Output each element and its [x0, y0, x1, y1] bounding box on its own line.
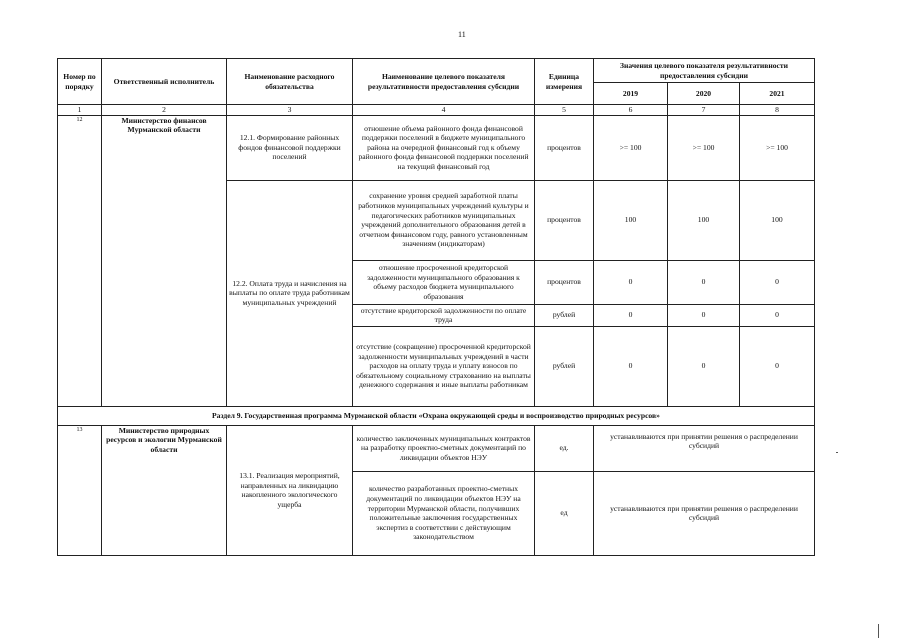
- expense-cell: 12.2. Оплата труда и начисления на выплаты по оплате труда работникам муниципальных учреждений: [227, 180, 353, 406]
- value-2019: 0: [594, 304, 668, 326]
- column-number: 7: [668, 105, 740, 116]
- indicator-cell: количество разработанных проектно-сметных документаций по ликвидации объектов НЭУ на территории Мурманской области, получивших положительные заключения государственных экспертиз в соответствии с действующим законодательством: [353, 471, 535, 555]
- column-numbers-row: [58, 105, 815, 116]
- indicator-cell: отношение объема районного фонда финансовой поддержки поселений в бюджете муниципального района на очередной финансовый год к объему районного фонда финансовой поддержки поселений на текущий финансовый год: [353, 115, 535, 180]
- expense-cell: 13.1. Реализация мероприятий, направленных на ликвидацию накопленного экологического ущерба: [227, 425, 353, 555]
- column-number: 3: [227, 105, 353, 116]
- indicator-cell: отношение просроченной кредиторской задолженности муниципального образования к объему расходов бюджета муниципального образования: [353, 260, 535, 304]
- header-values: Значения целевого показателя результативности предоставления субсидии: [594, 59, 815, 83]
- column-number: 8: [740, 105, 815, 116]
- row-number: 13: [58, 425, 102, 555]
- scan-mark: [878, 624, 879, 638]
- indicator-cell: отсутствие кредиторской задолженности по оплате труда: [353, 304, 535, 326]
- table-row: [58, 425, 815, 471]
- value-2019: 0: [594, 326, 668, 406]
- value-2019: 0: [594, 260, 668, 304]
- value-2021: >= 100: [740, 115, 815, 180]
- header-indicator: Наименование целевого показателя результативности предоставления субсидии: [353, 59, 535, 105]
- column-number: 4: [353, 105, 535, 116]
- unit-cell: процентов: [535, 115, 594, 180]
- header-year-2019: 2019: [594, 83, 668, 105]
- column-number: 2: [102, 105, 227, 116]
- expense-cell: 12.1. Формирование районных фондов финансовой поддержки поселений: [227, 115, 353, 180]
- executor-cell: Министерство природных ресурсов и экологии Мурманской области: [102, 425, 227, 555]
- unit-cell: ед.: [535, 425, 594, 471]
- unit-cell: процентов: [535, 180, 594, 260]
- value-2019: 100: [594, 180, 668, 260]
- value-2019: >= 100: [594, 115, 668, 180]
- column-number: 5: [535, 105, 594, 116]
- value-2021: 0: [740, 260, 815, 304]
- header-year-2021: 2021: [740, 83, 815, 105]
- column-number: 6: [594, 105, 668, 116]
- subsidy-indicators-table: [57, 58, 815, 556]
- value-2020: >= 100: [668, 115, 740, 180]
- value-2020: 0: [668, 326, 740, 406]
- column-number: 1: [58, 105, 102, 116]
- value-2021: 100: [740, 180, 815, 260]
- header-year-2020: 2020: [668, 83, 740, 105]
- indicator-cell: отсутствие (сокращение) просроченной кредиторской задолженности муниципальных учреждений в части расходов на оплату труда и уплату взносов по обязательному социальному страхованию на выплаты денежного содержания и иные выплаты работникам: [353, 326, 535, 406]
- header-unit: Единица измерения: [535, 59, 594, 105]
- unit-cell: рублей: [535, 326, 594, 406]
- value-2020: 0: [668, 304, 740, 326]
- value-cell: устанавливаются при принятии решения о распределении субсидий: [594, 471, 815, 555]
- header-number: Номер по порядку: [58, 59, 102, 105]
- value-2020: 100: [668, 180, 740, 260]
- value-2021: 0: [740, 326, 815, 406]
- header-executor: Ответственный исполнитель: [102, 59, 227, 105]
- header-expense: Наименование расходного обязательства: [227, 59, 353, 105]
- unit-cell: рублей: [535, 304, 594, 326]
- value-cell: устанавливаются при принятии решения о распределении субсидий: [594, 425, 815, 471]
- row-number: 12: [58, 115, 102, 406]
- section-title: Раздел 9. Государственная программа Мурманской области «Охрана окружающей среды и воспроизводство природных ресурсов»: [58, 406, 815, 425]
- indicator-cell: сохранение уровня средней заработной платы работников муниципальных учреждений культуры и педагогических работников муниципальных учреждений дополнительного образования детей в отчетном финансовом году, равного установленным значениям (индикаторам): [353, 180, 535, 260]
- executor-cell: Министерство финансов Мурманской области: [102, 115, 227, 406]
- unit-cell: процентов: [535, 260, 594, 304]
- unit-cell: ед: [535, 471, 594, 555]
- page-number: 11: [458, 30, 466, 39]
- section-row: [58, 406, 815, 425]
- scan-mark: [836, 452, 838, 453]
- table-row: [58, 115, 815, 180]
- header-row: [58, 59, 815, 83]
- indicator-cell: количество заключенных муниципальных контрактов на разработку проектно-сметных документаций по ликвидации объектов НЭУ: [353, 425, 535, 471]
- value-2020: 0: [668, 260, 740, 304]
- value-2021: 0: [740, 304, 815, 326]
